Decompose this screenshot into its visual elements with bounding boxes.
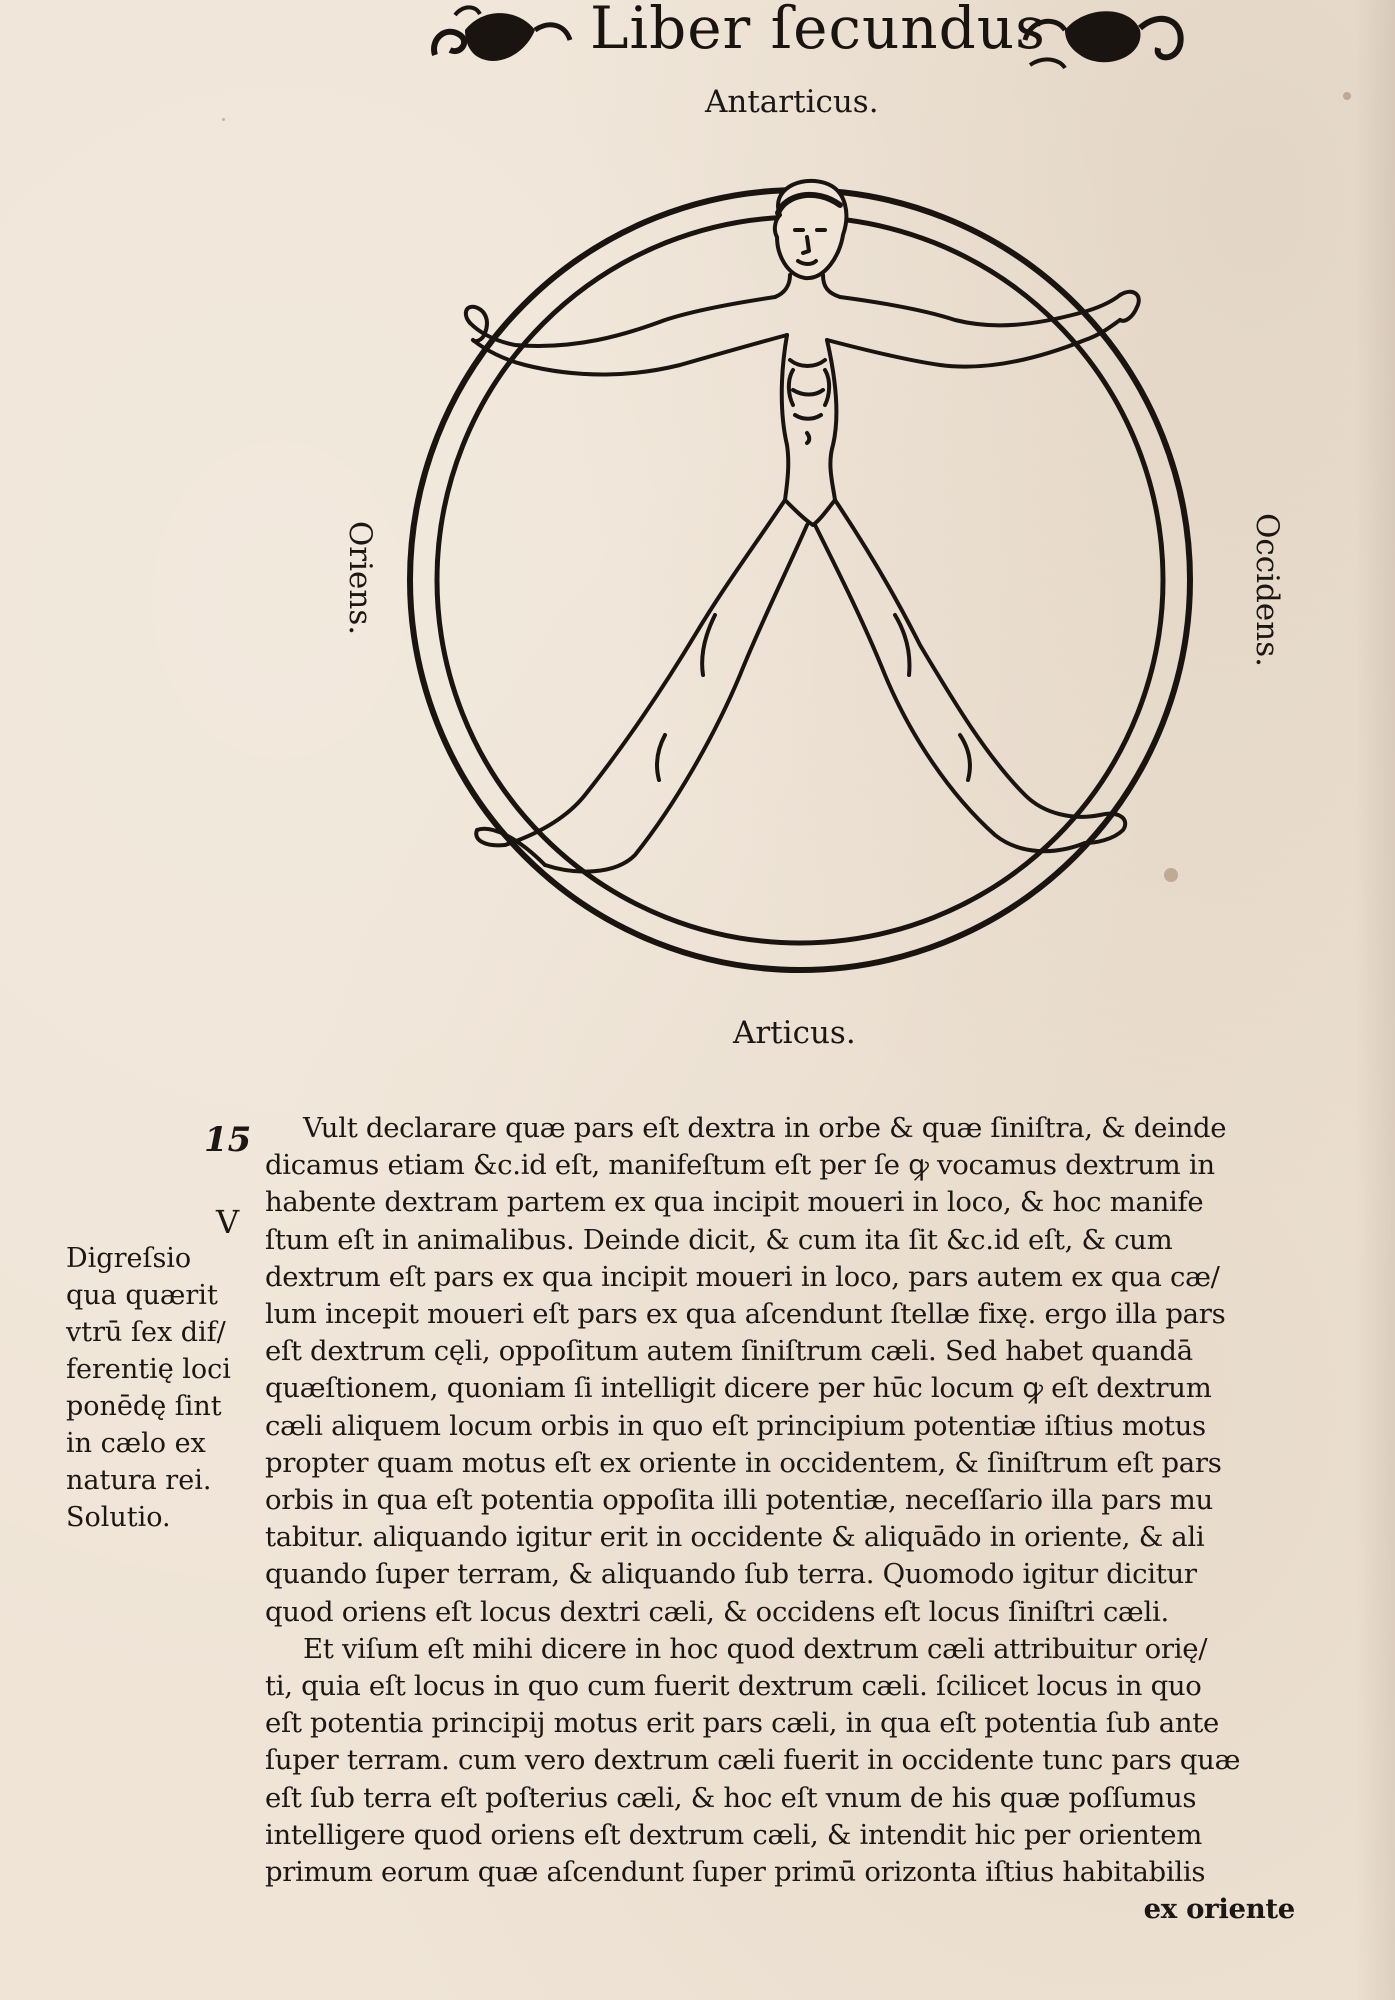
- marginal-note-line: vtrū ſex dif/: [66, 1317, 226, 1348]
- text-line: quæſtionem, quoniam ſi intelligit dicere per hūc locum ꝙ eſt dextrum: [265, 1372, 1212, 1405]
- marginal-note-line: natura rei.: [66, 1465, 212, 1496]
- label-occidens: Occidens.: [1248, 513, 1285, 667]
- text-line: ſtum eſt in animalibus. Deinde dicit, & cum ita ſit &c.id eſt, & cum: [265, 1223, 1173, 1256]
- text-line: dicamus etiam &c.id eſt, manifeſtum eſt per ſe ꝙ vocamus dextrum in: [265, 1149, 1215, 1182]
- text-line: quando ſuper terram, & aliquando ſub terra. Quomodo igitur dicitur: [265, 1558, 1197, 1591]
- marginal-note-line: Digreſsio: [66, 1243, 192, 1274]
- fleuron-right-ornament: [1020, 0, 1190, 72]
- text-line: orbis in qua eſt potentia oppoſita illi potentiæ, neceſſario illa pars mu: [265, 1484, 1213, 1517]
- marginal-note-line: qua quærit: [66, 1280, 218, 1311]
- header-title: Liber ſecundus: [590, 0, 1046, 62]
- marginal-note-line: ponēdę ſint: [66, 1391, 222, 1422]
- marginal-note-line: ferentię loci: [66, 1354, 231, 1385]
- paper-speck: [1343, 92, 1351, 100]
- text-line: tabitur. aliquando igitur erit in occidente & aliquādo in oriente, & ali: [265, 1521, 1205, 1554]
- inner-circle: [437, 217, 1163, 943]
- running-header: [0, 0, 1395, 70]
- text-line: eſt dextrum cęli, oppoſitum autem ſiniſtrum cæli. Sed habet quandā: [265, 1335, 1193, 1368]
- label-articus: Articus.: [733, 1015, 856, 1051]
- text-line: habente dextram partem ex qua incipit moueri in loco, & hoc manife: [265, 1186, 1204, 1219]
- page-edge-shadow: [1355, 0, 1395, 2000]
- label-antarticus: Antarticus.: [705, 84, 879, 120]
- text-line: propter quam motus eſt ex oriente in occidentem, & ſiniſtrum eſt pars: [265, 1446, 1222, 1479]
- text-line: eſt potentia principij motus erit pars cæli, in qua eſt potentia ſub ante: [265, 1707, 1220, 1740]
- text-line: lum incepit moueri eſt pars ex qua aſcendunt ſtellæ fixę. ergo illa pars: [265, 1298, 1226, 1331]
- text-line: cæli aliquem locum orbis in quo eſt principium potentiæ iſtius motus: [265, 1409, 1206, 1442]
- text-line: Et viſum eſt mihi dicere in hoc quod dextrum cæli attribuitur orię/: [303, 1632, 1208, 1665]
- catchword: ex oriente: [1143, 1893, 1295, 1926]
- text-line: dextrum eſt pars ex qua incipit moueri in loco, pars autem ex qua cæ/: [265, 1260, 1220, 1293]
- paper-speck: [222, 118, 225, 121]
- text-line: quod oriens eſt locus dextri cæli, & occidens eſt locus ſiniſtri cæli.: [265, 1595, 1169, 1628]
- marginal-initial: V: [216, 1203, 240, 1241]
- text-line: intelligere quod oriens eſt dextrum cæli, & intendit hic per orientem: [265, 1818, 1203, 1851]
- marginal-note: [66, 1240, 276, 1536]
- text-line: primum eorum quæ aſcendunt ſuper primū orizonta iſtius habitabilis: [265, 1856, 1206, 1889]
- text-line: Vult declarare quæ pars eſt dextra in orbe & quæ ſiniſtra, & deinde: [303, 1112, 1227, 1144]
- fleuron-left-ornament: [425, 0, 575, 70]
- woodcut-man-in-circle: [395, 175, 1205, 995]
- text-line: ti, quia eſt locus in quo cum fuerit dextrum cæli. ſcilicet locus in quo: [265, 1670, 1202, 1703]
- commentary-text: [265, 1110, 1315, 1928]
- marginal-note-line: Solutio.: [66, 1502, 171, 1533]
- human-figure: [466, 181, 1139, 872]
- text-line: eſt ſub terra eſt poſterius cæli, & hoc eſt vnum de his quæ poſſumus: [265, 1781, 1197, 1814]
- label-oriens: Oriens.: [342, 520, 379, 636]
- marginal-note-line: in cælo ex: [66, 1428, 206, 1459]
- text-line: ſuper terram. cum vero dextrum cæli fuerit in occidente tunc pars quæ: [265, 1744, 1241, 1777]
- line-number: 15: [204, 1120, 252, 1160]
- outer-circle: [410, 190, 1190, 970]
